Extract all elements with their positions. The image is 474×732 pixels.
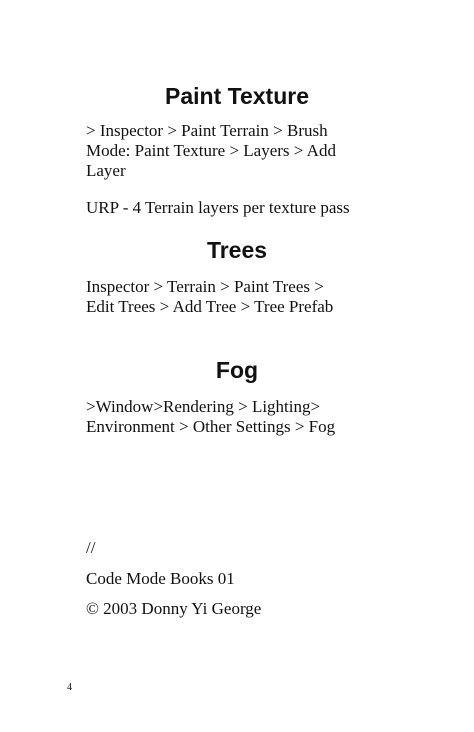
paint-texture-path-line-1: > Inspector > Paint Terrain > Brush bbox=[86, 121, 328, 140]
heading-trees: Trees bbox=[206, 237, 268, 263]
paint-texture-path-line-3: Layer bbox=[86, 161, 126, 180]
heading-paint-texture: Paint Texture bbox=[165, 83, 309, 109]
colophon-series: Code Mode Books 01 bbox=[86, 569, 235, 588]
trees-path-line-1: Inspector > Terrain > Paint Trees > bbox=[86, 277, 324, 296]
trees-path-line-2: Edit Trees > Add Tree > Tree Prefab bbox=[86, 297, 334, 316]
paint-texture-note: URP - 4 Terrain layers per texture pass bbox=[86, 198, 350, 217]
colophon-copyright: © 2003 Donny Yi George bbox=[86, 599, 262, 618]
heading-fog: Fog bbox=[215, 357, 259, 383]
fog-path bbox=[86, 397, 386, 437]
fog-path-line-1: >Window>Rendering > Lighting> bbox=[86, 397, 321, 416]
paint-texture-path bbox=[86, 121, 386, 181]
fog-path-line-2: Environment > Other Settings > Fog bbox=[86, 417, 336, 436]
colophon-mark: // bbox=[86, 538, 96, 557]
page-number: 4 bbox=[67, 682, 72, 693]
paint-texture-path-line-2: Mode: Paint Texture > Layers > Add bbox=[86, 141, 336, 160]
trees-path bbox=[86, 277, 386, 317]
